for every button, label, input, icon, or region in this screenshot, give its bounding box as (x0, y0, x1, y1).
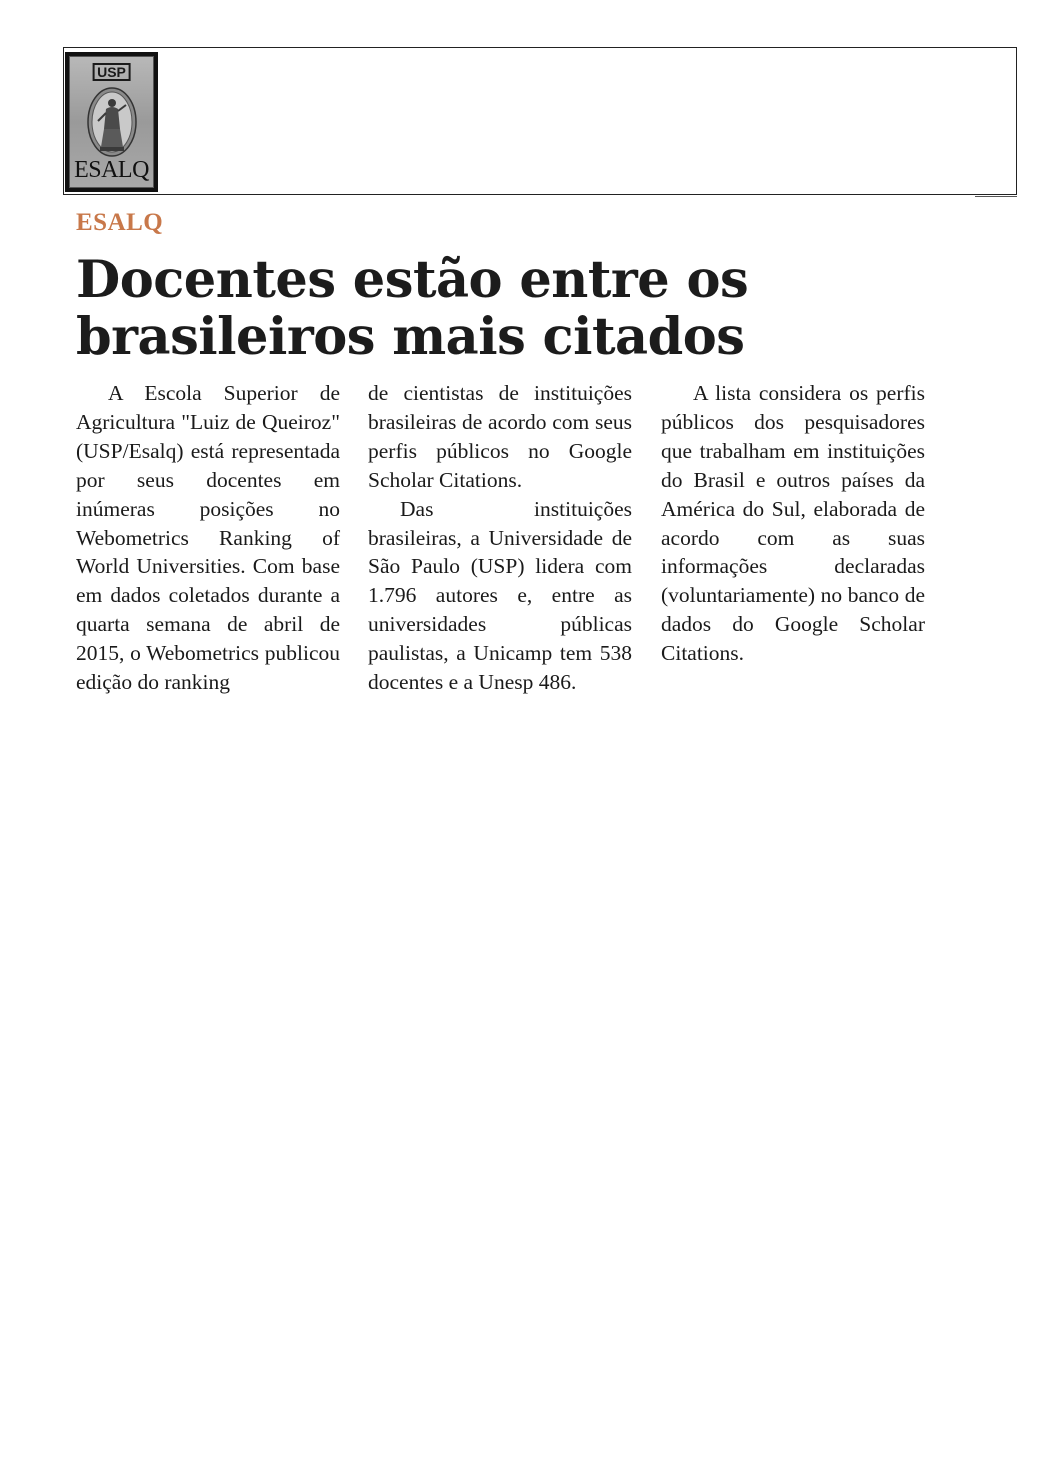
logo-plate (69, 56, 154, 188)
article-body (76, 379, 926, 709)
section-kicker: ESALQ (76, 209, 164, 236)
article-headline: Docentes estão entre os brasileiros mais citados (76, 250, 749, 367)
article-column-2 (368, 379, 632, 697)
paragraph: A lista considera os perfis públicos dos pesquisadores que trabalham em instituições do Brasil e outros países da América do Sul, elaborada de acordo com as suas informações declaradas (voluntariamente) no banco de dados do Google Scholar Citations. (661, 381, 925, 666)
header-underline (975, 196, 1017, 197)
article-column-3 (661, 379, 925, 668)
paragraph: Das instituições brasileiras, a Universidade de São Paulo (USP) lidera com 1.796 autores e, entre as universidades públicas paulistas, a Unicamp tem 538 docentes e a Unesp 486. (368, 496, 632, 695)
paragraph: de cientistas de instituições brasileiras de acordo com seus perfis públicos no Google Scholar Citations. (368, 381, 632, 492)
logo-esalq-text (70, 157, 153, 183)
usp-esalq-logo (65, 52, 158, 192)
logo-usp-text: USP (92, 63, 131, 81)
article-column-1 (76, 379, 340, 697)
statue-emblem-icon (84, 85, 140, 159)
paragraph: A Escola Superior de Agricultura "Luiz de Queiroz" (USP/Esalq) está representada por seus docentes em inúmeras posições no Webometrics Ranking of World Universities. Com base em dados coletados durante a quarta semana de abril de 2015, o Webometrics publicou edição do ranking (76, 381, 340, 695)
header-frame (63, 47, 1017, 195)
logo-esalq-label: ESALQ (74, 157, 149, 183)
